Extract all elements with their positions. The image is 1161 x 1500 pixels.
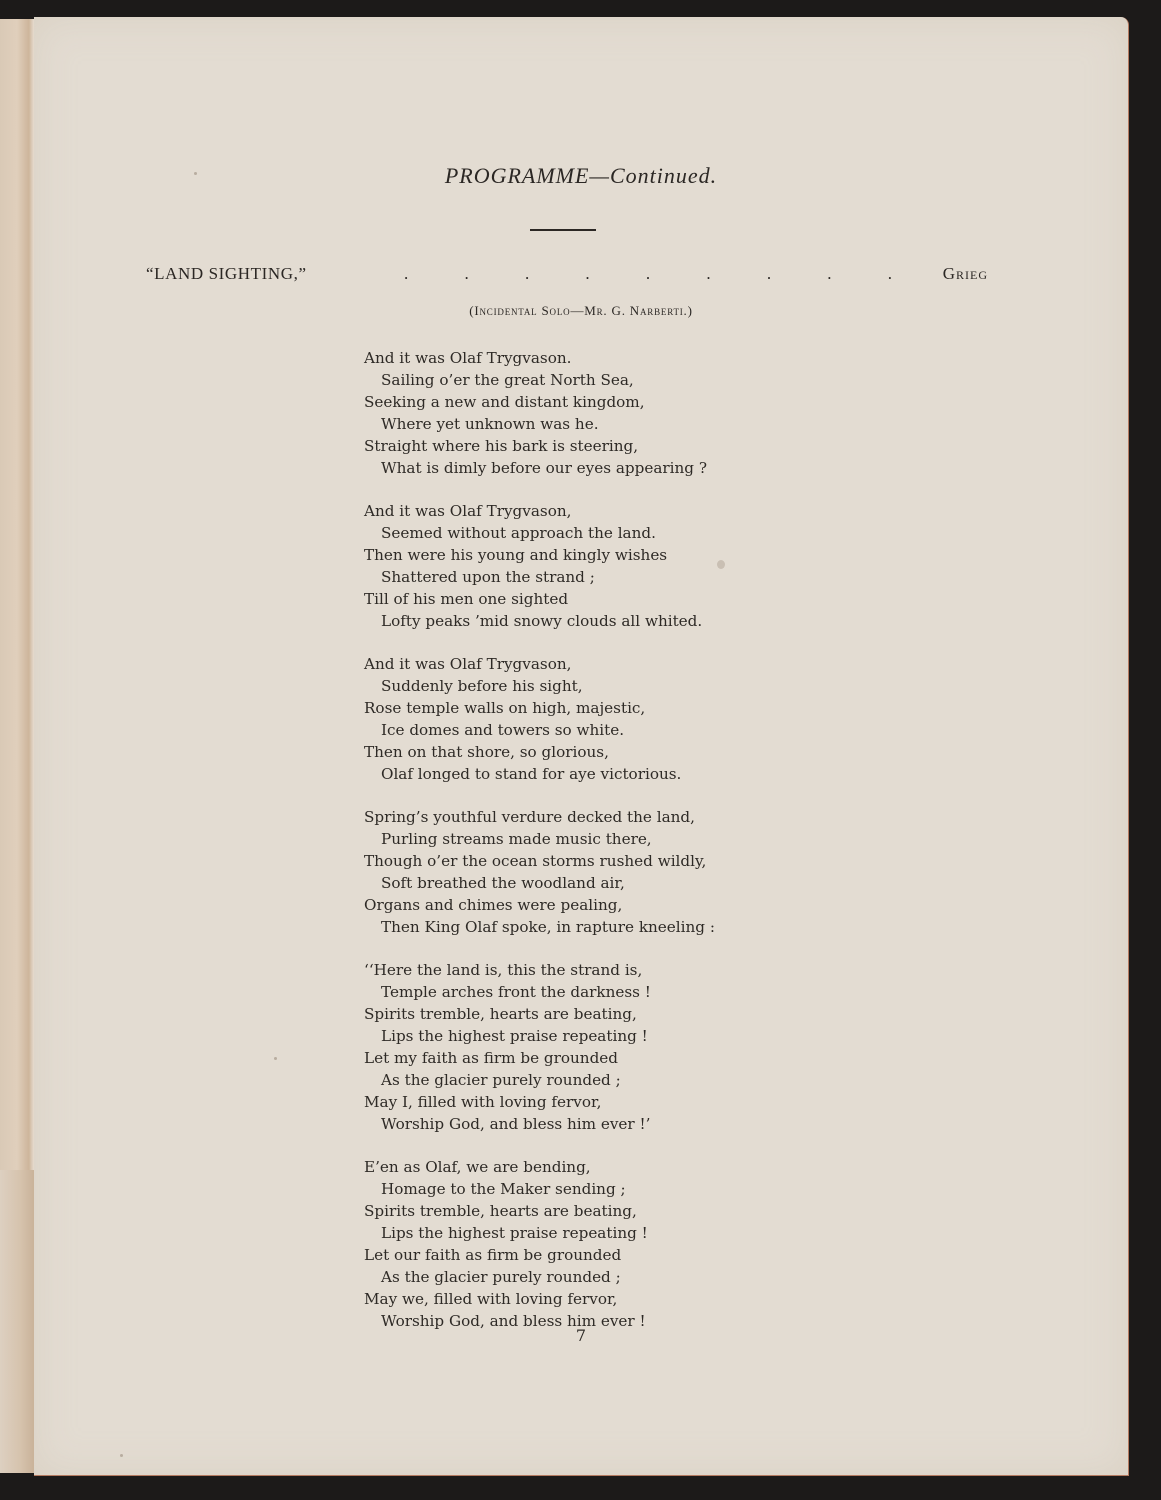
performer-note: (Incidental Solo—Mr. G. Narberti.) — [469, 303, 693, 318]
poem-line: What is dimly before our eyes appearing ? — [381, 459, 707, 477]
paper-speck — [274, 1057, 277, 1060]
poem-line: Suddenly before his sight, — [381, 677, 583, 695]
poem-text — [364, 347, 1004, 1353]
poem-line: Shattered upon the strand ; — [381, 568, 595, 586]
heading-divider — [530, 229, 596, 231]
page-number: 7 — [575, 1326, 587, 1345]
poem-line: Temple arches front the darkness ! — [381, 983, 651, 1001]
poem-line: Till of his men one sighted — [364, 590, 569, 608]
poem-line: Spirits tremble, hearts are beating, — [364, 1005, 637, 1023]
poem-line: Lips the highest praise repeating ! — [381, 1027, 648, 1045]
poem-line: Soft breathed the woodland air, — [381, 874, 625, 892]
poem-line: Let my faith as firm be grounded — [364, 1049, 619, 1067]
poem-line: Lofty peaks ’mid snowy clouds all whited. — [381, 612, 703, 630]
adjacent-page-edge-lower — [0, 1170, 34, 1473]
poem-line: And it was Olaf Trygvason, — [364, 502, 572, 520]
leader-dot: . — [827, 264, 832, 283]
poem-line: May I, filled with loving fervor, — [364, 1093, 602, 1111]
stanza — [364, 806, 1004, 938]
poem-line: Olaf longed to stand for aye victorious. — [381, 765, 682, 783]
adjacent-page-edge — [0, 19, 34, 1172]
poem-line: Then were his young and kingly wishes — [364, 546, 668, 564]
poem-line: Sailing o’er the great North Sea, — [381, 371, 634, 389]
poem-line: May we, filled with loving fervor, — [364, 1290, 618, 1308]
programme-item — [146, 264, 988, 288]
poem-line: Then King Olaf spoke, in rapture kneeling : — [381, 918, 715, 936]
poem-line: Ice domes and towers so white. — [381, 721, 625, 739]
stanza — [364, 1156, 1004, 1332]
poem-line: ‘‘Here the land is, this the strand is, — [364, 961, 643, 979]
stanza — [364, 653, 1004, 785]
poem-line: Let our faith as firm be grounded — [364, 1246, 622, 1264]
stanza — [364, 347, 1004, 479]
poem-line: Where yet unknown was he. — [381, 415, 599, 433]
leader-dot: . — [524, 264, 530, 283]
poem-line: Purling streams made music there, — [381, 830, 652, 848]
page-heading: PROGRAMME—Continued. — [444, 163, 718, 188]
leader-dot: . — [887, 264, 892, 283]
paper-speck — [120, 1454, 123, 1457]
leader-dots — [398, 264, 898, 284]
poem-line: Seeking a new and distant kingdom, — [364, 393, 645, 411]
poem-line: Then on that shore, so glorious, — [364, 743, 609, 761]
poem-line: Lips the highest praise repeating ! — [381, 1224, 648, 1242]
poem-line: Worship God, and bless him ever !’ — [381, 1115, 651, 1133]
leader-dot: . — [404, 264, 409, 283]
poem-line: Spirits tremble, hearts are beating, — [364, 1202, 637, 1220]
poem-line: And it was Olaf Trygvason. — [364, 349, 572, 367]
poem-line: Seemed without approach the land. — [381, 524, 656, 542]
leader-dot: . — [766, 264, 772, 283]
stanza — [364, 959, 1004, 1135]
poem-line: Homage to the Maker sending ; — [381, 1180, 626, 1198]
poem-line: E’en as Olaf, we are bending, — [364, 1158, 591, 1176]
poem-line: As the glacier purely rounded ; — [381, 1268, 621, 1286]
poem-line: Organs and chimes were pealing, — [364, 896, 623, 914]
poem-line: Spring’s youthful verdure decked the land, — [364, 808, 695, 826]
poem-line: As the glacier purely rounded ; — [381, 1071, 621, 1089]
leader-dot: . — [706, 264, 711, 283]
poem-line: Worship God, and bless him ever ! — [381, 1312, 646, 1330]
stanza — [364, 500, 1004, 632]
poem-line: Though o’er the ocean storms rushed wildly, — [364, 852, 707, 870]
poem-line: And it was Olaf Trygvason, — [364, 655, 572, 673]
leader-dot: . — [585, 264, 590, 283]
poem-line: Straight where his bark is steering, — [364, 437, 639, 455]
leader-dot: . — [645, 264, 651, 283]
leader-dot: . — [464, 264, 469, 283]
poem-line: Rose temple walls on high, majestic, — [364, 699, 646, 717]
composer-name: Grieg — [942, 264, 988, 283]
programme-page — [34, 17, 1129, 1476]
piece-title: “LAND SIGHTING,” — [146, 264, 307, 283]
